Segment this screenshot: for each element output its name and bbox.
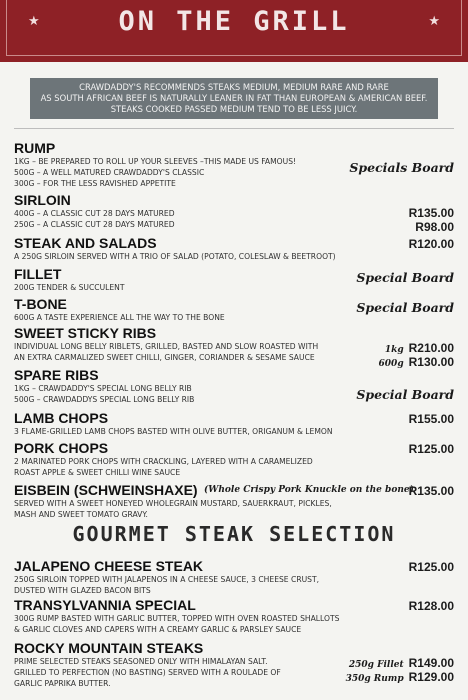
item-name: PORK CHOPS xyxy=(14,440,109,456)
special-board-note: Special Board xyxy=(356,270,454,285)
item-description: 300G – FOR THE LESS RAVISHED APPETITE xyxy=(14,179,176,188)
menu-item xyxy=(14,192,454,234)
item-price: R120.00 xyxy=(408,237,454,251)
item-description: DUSTED WITH GLAZED BACON BITS xyxy=(14,586,151,595)
item-price: R128.00 xyxy=(408,599,454,613)
item-description: 400G – A CLASSIC CUT 28 DAYS MATURED xyxy=(14,209,175,218)
menu-item xyxy=(14,296,454,323)
item-description: 300G RUMP BASTED WITH GARLIC BUTTER, TOPPED WITH OVEN ROASTED SHALLOTS xyxy=(14,614,340,623)
item-name: FILLET xyxy=(14,266,62,282)
divider xyxy=(14,128,454,129)
item-price: R125.00 xyxy=(408,442,454,456)
gourmet-section-title: GOURMET STEAK SELECTION xyxy=(72,522,396,546)
item-name: EISBEIN (SCHWEINSHAXE) xyxy=(14,482,198,498)
item-description: GRILLED TO PERFECTION (NO BASTING) SERVED WITH A ROULADE OF xyxy=(14,668,281,677)
menu-item xyxy=(14,440,454,478)
item-description: PRIME SELECTED STEAKS SEASONED ONLY WITH HIMALAYAN SALT. xyxy=(14,657,268,666)
item-description: GARLIC PAPRIKA BUTTER. xyxy=(14,679,111,688)
intro-line: CRAWDADDY'S RECOMMENDS STEAKS MEDIUM, MEDIUM RARE AND RARE xyxy=(79,82,389,92)
item-description: 500G – CRAWDADDYS SPECIAL LONG BELLY RIB xyxy=(14,395,195,404)
menu-item xyxy=(14,482,454,520)
item-description: 250G SIRLOIN TOPPED WITH JALAPENOS IN A CHEESE SAUCE, 3 CHEESE CRUST, xyxy=(14,575,320,584)
menu-item xyxy=(14,558,454,596)
item-price: R135.00 xyxy=(408,206,454,220)
item-name: ROCKY MOUNTAIN STEAKS xyxy=(14,640,204,656)
size-label: 350g Rump xyxy=(345,674,404,684)
item-price: R155.00 xyxy=(408,412,454,426)
menu-item xyxy=(14,367,454,405)
menu-item xyxy=(14,410,454,437)
intro-box xyxy=(30,78,438,119)
item-price: R125.00 xyxy=(408,560,454,574)
size-price-row xyxy=(346,670,454,686)
item-price: R130.00 xyxy=(408,355,454,369)
item-price: R135.00 xyxy=(408,484,454,498)
size-label: 250g Fillet xyxy=(348,660,404,670)
item-description: 200G TENDER & SUCCULENT xyxy=(14,283,125,292)
menu-item xyxy=(14,140,454,189)
item-description: INDIVIDUAL LONG BELLY RIBLETS, GRILLED, BASTED AND SLOW ROASTED WITH xyxy=(14,342,319,351)
intro-line: STEAKS COOKED PASSED MEDIUM TEND TO BE LESS JUICY. xyxy=(110,104,358,114)
item-name: T-BONE xyxy=(14,296,67,312)
size-label: 1kg xyxy=(384,345,404,355)
item-description: 2 MARINATED PORK CHOPS WITH CRACKLING, LAYERED WITH A CARAMELIZED xyxy=(14,457,313,466)
item-description: AN EXTRA CARMALIZED SWEET CHILLI, GINGER, CORIANDER & SESAME SAUCE xyxy=(14,353,315,362)
item-price: R210.00 xyxy=(408,341,454,355)
menu-item xyxy=(14,235,454,262)
page-title: ON THE GRILL xyxy=(118,6,350,37)
star-icon: ★ xyxy=(28,14,40,29)
item-description: A 250G SIRLOIN SERVED WITH A TRIO OF SALAD (POTATO, COLESLAW & BEETROOT) xyxy=(14,252,336,261)
item-description: SERVED WITH A SWEET HONEYED WHOLEGRAIN MUSTARD, SAUERKRAUT, PICKLES, xyxy=(14,499,332,508)
item-description: 250G – A CLASSIC CUT 28 DAYS MATURED xyxy=(14,220,175,229)
item-description: MASH AND SWEET TOMATO GRAVY. xyxy=(14,510,148,519)
special-board-note: Special Board xyxy=(356,387,454,402)
item-name: LAMB CHOPS xyxy=(14,410,109,426)
menu-item xyxy=(14,640,454,689)
intro-line: AS SOUTH AFRICAN BEEF IS NATURALLY LEANER IN FAT THAN EUROPEAN & AMERICAN BEEF. xyxy=(40,93,428,103)
item-description: 500G – A WELL MATURED CRAWDADDY'S CLASSIC xyxy=(14,168,205,177)
menu-item xyxy=(14,325,454,369)
item-name: RUMP xyxy=(14,140,56,156)
item-description: 1KG – CRAWDADDY'S SPECIAL LONG BELLY RIB xyxy=(14,384,192,393)
item-description: ROAST APPLE & SWEET CHILLI WINE SAUCE xyxy=(14,468,181,477)
item-name: TRANSYLVANNIA SPECIAL xyxy=(14,597,196,613)
item-description: 3 FLAME-GRILLED LAMB CHOPS BASTED WITH OLIVE BUTTER, ORIGANUM & LEMON xyxy=(14,427,333,436)
special-board-note: Special Board xyxy=(356,300,454,315)
title-banner xyxy=(0,0,468,62)
menu-item xyxy=(14,266,454,293)
item-name: SWEET STICKY RIBS xyxy=(14,325,157,341)
item-name: SIRLOIN xyxy=(14,192,71,208)
item-price: R149.00 xyxy=(408,656,454,670)
menu-item xyxy=(14,597,454,635)
star-icon: ★ xyxy=(428,14,440,29)
item-name: SPARE RIBS xyxy=(14,367,99,383)
item-description: 600G A TASTE EXPERIENCE ALL THE WAY TO THE BONE xyxy=(14,313,225,322)
size-label: 600g xyxy=(378,359,404,369)
item-note: (Whole Crispy Pork Knuckle on the bone) xyxy=(204,485,414,495)
item-description: 1KG – BE PREPARED TO ROLL UP YOUR SLEEVES –THIS MADE US FAMOUS! xyxy=(14,157,297,166)
item-price: R98.00 xyxy=(415,220,454,234)
item-description: & GARLIC CLOVES AND CAPERS WITH A CREAMY GARLIC & PARSLEY SAUCE xyxy=(14,625,302,634)
item-name: JALAPENO CHEESE STEAK xyxy=(14,558,204,574)
item-name: STEAK AND SALADS xyxy=(14,235,157,251)
special-board-note: Specials Board xyxy=(349,160,454,175)
item-price: R129.00 xyxy=(408,670,454,684)
